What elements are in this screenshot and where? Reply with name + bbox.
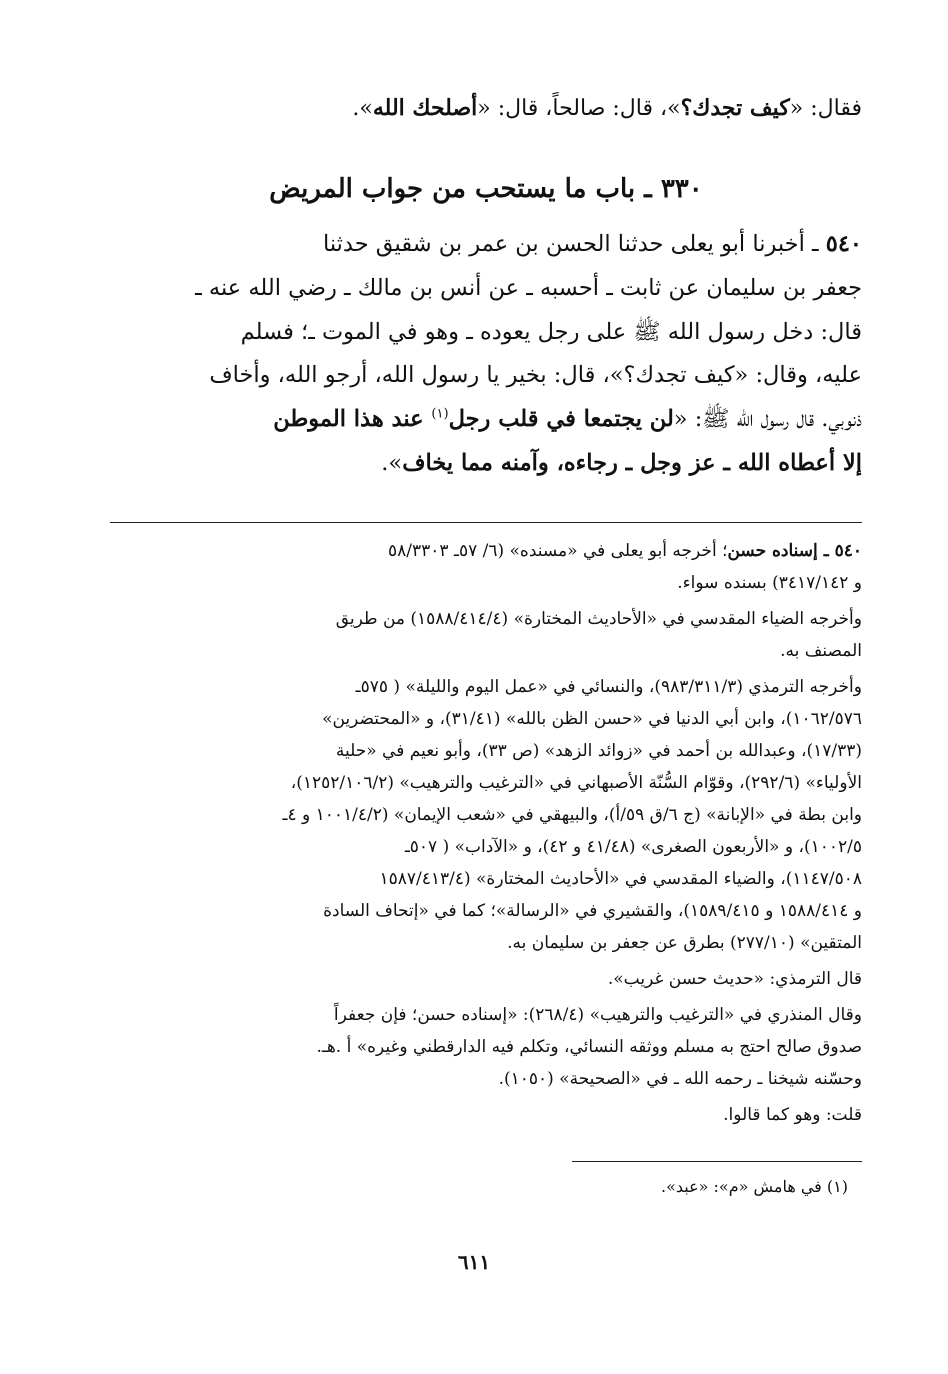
opening-text-1: فقال: « [789, 96, 862, 121]
note-line-16: صدوق صالح احتج به مسلم ووثقه النسائي، وتكلم فيه الدارقطني وغيره» أ .هـ. [316, 1036, 862, 1057]
note-line-11: ١١٤٧/٥٠٨)، والضياء المقدسي في «الأحاديث المختارة» (١٥٨٧/٤١٣/٤ [379, 868, 862, 889]
note-line-9: وابن بطة في «الإبانة» (ج ٦/ق ٥٩/أ)، والبيهقي في «شعب الإيمان» (١٠٠١/٤/٢ و ٤ـ [282, 804, 862, 825]
takhrij-notes [110, 535, 862, 1131]
note-line-5: وأخرجه الترمذي (٩٨٣/٣١١/٣)، والنسائي في «عمل اليوم والليلة» ( ٥٧٥ـ [355, 676, 862, 697]
chapter-title: ٣٣٠ ـ باب ما يستحب من جواب المريض [269, 174, 703, 204]
hadith-line-5-bold-a: لن يجتمعا في قلب رجل [448, 406, 674, 433]
opening-bold-2: أصلحك الله [372, 95, 478, 121]
note-line-3: وأخرجه الضياء المقدسي في «الأحاديث المختارة» (١٥٨٨/٤١٤/٤) من طريق [335, 608, 862, 629]
page-number: ٦١١ [457, 1250, 491, 1274]
note-line-1 [110, 535, 862, 567]
note-line-13: المتقين» (٢٧٧/١٠) بطرق عن جعفر بن سليمان به. [507, 932, 862, 953]
hadith-line-5-prefix: ذنوبي. قال رسول الله ﷺ: « [673, 406, 862, 433]
note-line-15: وقال المنذري في «الترغيب والترهيب» (٢٦٨/٤): «إسناده حسن؛ فإن جعفراً [333, 1004, 862, 1025]
note-line-14: قال الترمذي: «حديث حسن غريب». [607, 968, 862, 989]
note-number: ٥٤٠ [834, 540, 862, 561]
note-line-4: المصنف به. [780, 640, 862, 661]
hadith-number: ٥٤٠ [825, 231, 862, 257]
page-content [110, 86, 862, 1202]
note-line-18: قلت: وهو كما قالوا. [723, 1104, 862, 1125]
hadith-line-6-end: ». [381, 449, 403, 476]
hadith-line-6-bold: إلا أعطاه الله ـ عز وجل ـ رجاءه، وآمنه مما يخاف [402, 449, 862, 476]
footnote-marker: (١) [431, 406, 449, 422]
hadith-line-3: قال: دخل رسول الله ﷺ على رجل يعوده ـ وهو في الموت ـ؛ فسلم [240, 318, 862, 345]
hadith-line-5 [110, 398, 862, 442]
hadith-line-6 [110, 442, 862, 486]
hadith-line-2: جعفر بن سليمان عن ثابت ـ أحسبه ـ عن أنس بن مالك ـ رضي الله عنه ـ [195, 274, 862, 301]
note-line-17: وحسّنه شيخنا ـ رحمه الله ـ في «الصحيحة» (١٠٥٠). [498, 1068, 862, 1089]
hadith-line-1 [110, 223, 862, 267]
footnote-divider [572, 1161, 862, 1162]
hadith-line-4: عليه، وقال: «كيف تجدك؟»، قال: بخير يا رسول الله، أرجو الله، وأخاف [209, 362, 862, 389]
note-line-1-rest: ؛ أخرجه أبو يعلى في «مسنده» (٦/ ٥٧ـ ٥٨/٣٣٠٣ [388, 540, 728, 561]
note-line-12: و ١٥٨٨/٤١٤ و ١٥٨٩/٤١٥)، والقشيري في «الرسالة»؛ كما في «إتحاف السادة [323, 900, 862, 921]
hadith-line-5-bold-b: عند هذا الموطن [273, 406, 432, 433]
hadith-text [110, 223, 862, 486]
hadith-line-1-text: ـ أخبرنا أبو يعلى حدثنا الحسن بن عمر بن شقيق حدثنا [323, 231, 819, 257]
note-line-6: ١٠٦٢/٥٧٦)، وابن أبي الدنيا في «حسن الظن بالله» (٣١/٤١)، و «المحتضرين» [322, 708, 862, 729]
note-line-8: الأولياء» (٢٩٢/٦)، وقوّام السُّنّة الأصبهاني في «الترغيب والترهيب» (١٢٥٢/١٠٦/٢)، [290, 772, 862, 793]
note-grading: ـ إسناده حسن [727, 540, 835, 561]
opening-bold-1: كيف تجدك؟ [680, 95, 790, 121]
note-line-7: (١٧/٣٣)، وعبدالله بن أحمد في «زوائد الزهد» (ص ٣٣)، وأبو نعيم في «حلية [335, 740, 862, 761]
footnote: (١) في هامش «م»: «عبد». [660, 1176, 848, 1196]
opening-text-2: »، قال: صالحاً، قال: « [477, 96, 681, 121]
note-line-2: و ٣٤١٧/١٤٢) بسنده سواء. [677, 572, 862, 593]
notes-divider [110, 522, 862, 523]
opening-line [110, 86, 862, 131]
opening-text-3: ». [352, 96, 373, 121]
note-line-10: ١٠٠٢/٥)، و «الأربعون الصغرى» (٤١/٤٨ و ٤٢)، و «الآداب» ( ٥٠٧ـ [404, 836, 862, 857]
